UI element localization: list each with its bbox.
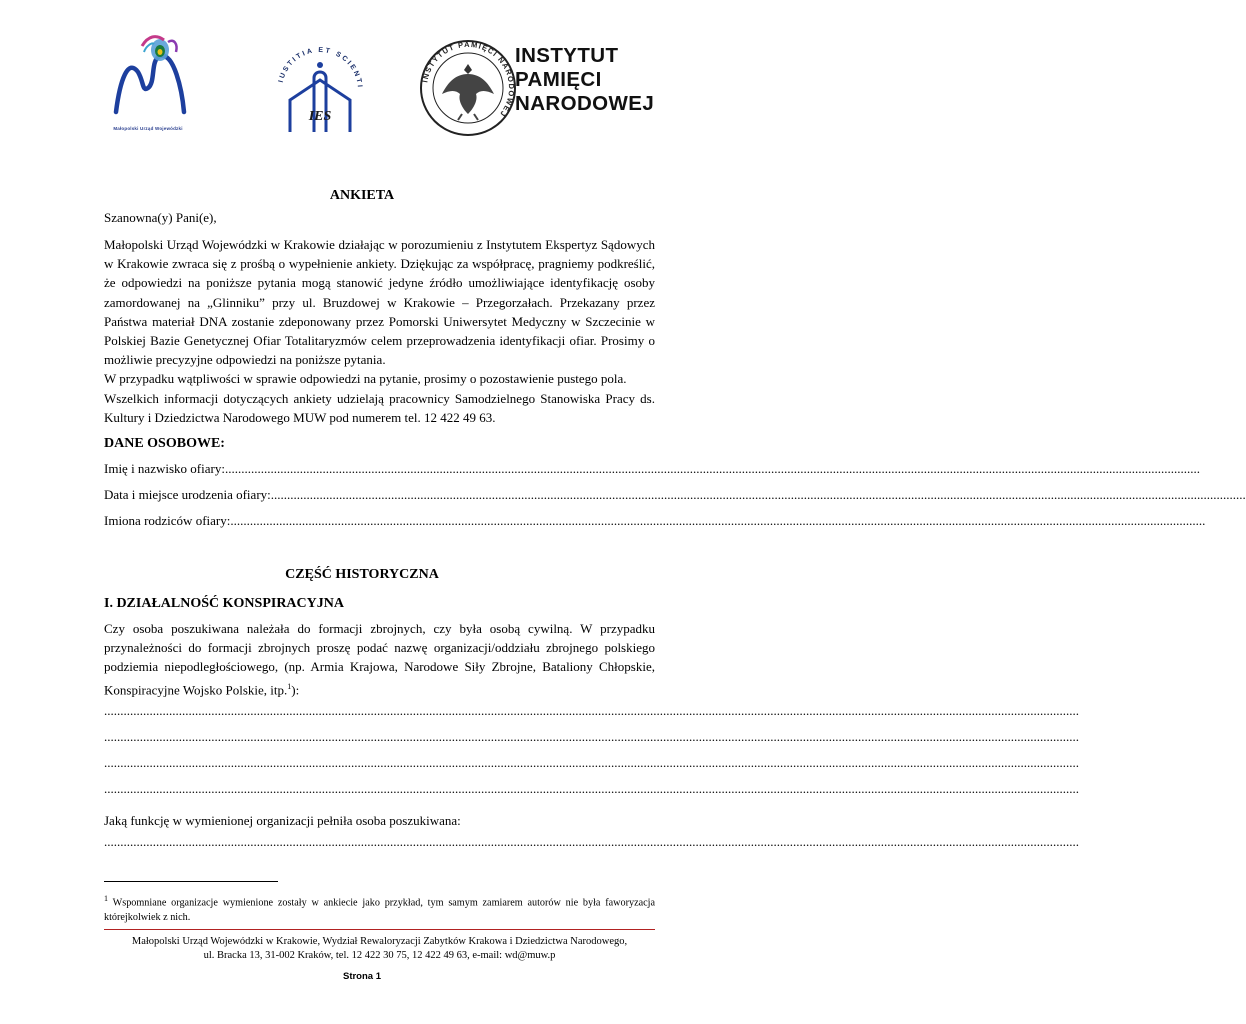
ies-logo-mark-text: IES [308, 109, 332, 124]
victim-parents-label: Imiona rodziców ofiary: [104, 513, 231, 528]
muw-logo-caption: Małopolski Urząd Wojewódzki [113, 126, 183, 131]
question-affiliation-end: ): [291, 681, 300, 697]
doubt-text: W przypadku wątpliwości w sprawie odpowiedzi na pytanie, prosimy o pozostawienie pustego pola. [104, 371, 627, 387]
ipn-seal-ring-text: INSTYTUT PAMIĘCI NARODOWEJ [420, 39, 517, 119]
footer-line-1: Małopolski Urząd Wojewódzki w Krakowie, Wydział Rewaloryzacji Zabytków Krakowa i Dziedzictwa Narodowego, [131, 936, 628, 947]
page-number: Strona 1 [342, 971, 381, 982]
victim-birth-field[interactable] [104, 487, 1246, 503]
page-footer [104, 935, 655, 963]
footnote [104, 891, 655, 925]
question-affiliation [104, 619, 655, 699]
ies-logo-mark [270, 40, 370, 135]
footnote-mark: 1 [104, 894, 108, 903]
fill-dots: ............................................................................................................................................................................................................................................................................................................ [230, 513, 1206, 528]
question-affiliation-text: Czy osoba poszukiwana należała do formacji zbrojnych, czy była osobą cywilną. W przypadku przynależności do formacji zbrojnych proszę podać nazwę organizacji/oddziału zbrojnego polskiego podziemia niepodległościowego, (np. Armia Krajowa, Narodowe Siły Zbrojne, Bataliony Chłopskie, Konspiracyjne Wojsko Polskie, itp. [104, 621, 655, 697]
ies-logo-arc-text: IUSTITIA ET SCIENTI [277, 46, 364, 90]
ipn-wordmark [515, 44, 654, 116]
victim-name-label: Imię i nazwisko ofiary: [104, 461, 225, 476]
intro-text: Małopolski Urząd Wojewódzki w Krakowie działając w porozumieniu z Instytutem Ekspertyz Sądowych w Krakowie zwraca się z prośbą o wypełnienie ankiety. Dziękując za współpracę, pragniemy podkreślić, że odpowiedzi na poniższe pytania mogą stanowić jedyne źródło umożliwiające identyfikację osoby zamordowanej na „Glinniku” przy ul. Bruzdowej w Krakowie – Przegorzałach. Przekazany przez Państwa materiał DNA zostanie zdeponowany przez Pomorski Uniwersytet Medyczny w Szczecinie w Polskiej Bazie Genetycznej Ofiar Totalitaryzmów celem przeprowadzenia identyfikacji ofiar. Prosimy o możliwie precyzyjne odpowiedzi na poniższe pytania. [104, 237, 655, 368]
conspiracy-section-heading: I. DZIAŁALNOŚĆ KONSPIRACYJNA [104, 596, 344, 611]
ipn-seal [418, 38, 518, 138]
intro-paragraph [104, 235, 655, 427]
footnote-text: Wspomniane organizacje wymienione zostały w ankiecie jako przykład, tym samym zamiarem autorów nie była faworyzacja którejkolwiek z nich. [104, 897, 655, 924]
ipn-seal-mark [418, 38, 518, 138]
footnote-ref: 1 [287, 681, 292, 691]
muw-logo [98, 30, 198, 142]
fill-dots: ............................................................................................................................................................................................................................................................................................................ [270, 487, 1246, 502]
victim-name-field[interactable] [104, 461, 1200, 477]
ipn-wordmark-line1: INSTYTUT [515, 44, 619, 67]
affiliation-answer-line-1[interactable]: ............................................................................................................................................................................................................................................................................................................ [104, 703, 1079, 718]
footnote-divider [104, 881, 278, 882]
victim-birth-label: Data i miejsce urodzenia ofiary: [104, 487, 271, 502]
affiliation-answer-line-3[interactable]: ............................................................................................................................................................................................................................................................................................................ [104, 755, 1079, 770]
document-title: ANKIETA [329, 188, 395, 203]
affiliation-answer-line-2[interactable]: ............................................................................................................................................................................................................................................................................................................ [104, 729, 1079, 744]
muw-logo-mark [98, 30, 198, 126]
fill-dots: ............................................................................................................................................................................................................................................................................................................ [224, 461, 1200, 476]
historical-heading: CZĘŚĆ HISTORYCZNA [285, 567, 439, 582]
ipn-wordmark-line2: PAMIĘCI [515, 68, 602, 91]
affiliation-answer-line-4[interactable]: ............................................................................................................................................................................................................................................................................................................ [104, 781, 1079, 796]
personal-data-heading: DANE OSOBOWE: [104, 436, 225, 451]
ies-logo [270, 40, 370, 135]
footer-line-2: ul. Bracka 13, 31-002 Kraków, tel. 12 422 30 75, 12 422 49 63, e-mail: wd@muw.p [203, 950, 556, 961]
footer-divider [104, 929, 655, 930]
question-function: Jaką funkcję w wymienionej organizacji pełniła osoba poszukiwana: [104, 813, 461, 828]
function-answer-line[interactable]: ............................................................................................................................................................................................................................................................................................................ [104, 834, 1079, 849]
victim-parents-field[interactable] [104, 513, 1206, 529]
contact-text: Wszelkich informacji dotyczących ankiety udzielają pracownicy Samodzielnego Stanowiska Pracy ds. Kultury i Dziedzictwa Narodowego MUW pod numerem tel. 12 422 49 63. [104, 390, 655, 425]
ipn-wordmark-line3: NARODOWEJ [515, 92, 655, 115]
header-logos [0, 0, 724, 150]
greeting: Szanowna(y) Pani(e), [104, 210, 217, 225]
